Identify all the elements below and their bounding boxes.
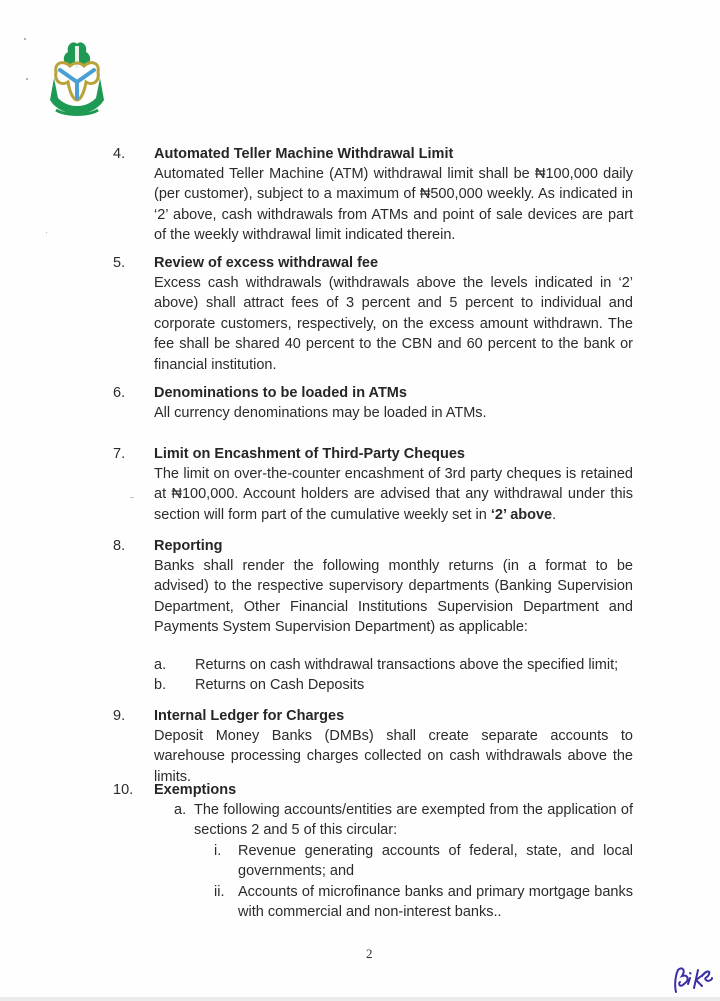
list-label: a.	[154, 656, 167, 673]
list-label: i.	[214, 842, 222, 859]
list-text: Accounts of microfinance banks and primary mortgage banks with commercial and non-interest banks..	[238, 883, 633, 921]
scan-speck	[24, 38, 26, 40]
list-text: The following accounts/entities are exempted from the application of sections 2 and 5 of this circular:	[194, 802, 633, 839]
section-heading: Internal Ledger for Charges	[154, 708, 345, 724]
section-paragraph: Excess cash withdrawals (withdrawals above the levels indicated in ‘2’ above) shall attract fees of 3 percent and 5 percent to individual and corporate customers, respectively, on the excess amount withdrawn. The fee shall be shared 40 percent to the CBN and 60 percent to the bank or financial institution.	[154, 275, 633, 373]
paragraph-text: The limit on over-the-counter encashment of 3rd party cheques is retained at ₦100,000. Account holders are advised that any withdrawal under this section will form part of the cumulative weekly set in	[154, 466, 633, 523]
list-label: a.	[174, 802, 187, 818]
section-heading: Reporting	[154, 538, 223, 554]
section-heading: Limit on Encashment of Third-Party Cheques	[154, 446, 465, 462]
list-item	[214, 841, 633, 882]
section-heading: Automated Teller Machine Withdrawal Limit	[154, 146, 454, 162]
section-number: 8.	[113, 538, 126, 554]
section-number: 9.	[113, 708, 126, 724]
paragraph-text: .	[552, 506, 557, 523]
section-paragraph: Deposit Money Banks (DMBs) shall create separate accounts to warehouse processing charges collected on cash withdrawals above the limits.	[154, 728, 633, 785]
section-paragraph: Banks shall render the following monthly returns (in a format to be advised) to the respective supervisory departments (Banking Supervision Department, Other Financial Institutions Supervision Department and Payments System Supervision Department) as applicable:	[154, 558, 633, 636]
scan-speck	[26, 78, 28, 80]
list-text: Returns on Cash Deposits	[195, 677, 365, 694]
paragraph-bold-reference: ‘2’ above	[490, 506, 553, 523]
list-text: Returns on cash withdrawal transactions above the specified limit;	[195, 656, 619, 673]
handwritten-initials-icon	[670, 962, 714, 998]
list-label: ii.	[214, 883, 225, 900]
scan-speck	[46, 232, 47, 233]
section-number: 7.	[113, 446, 126, 462]
section-number: 6.	[113, 385, 126, 401]
section-heading: Denominations to be loaded in ATMs	[154, 385, 407, 401]
section-number: 4.	[113, 146, 126, 162]
section-paragraph	[154, 464, 633, 525]
section-9	[113, 706, 633, 787]
page-bottom-edge	[0, 997, 720, 1001]
list-label: b.	[154, 677, 167, 694]
section-paragraph: All currency denominations may be loaded in ATMs.	[154, 405, 487, 421]
section-4	[113, 144, 633, 246]
section-heading: Exemptions	[154, 782, 237, 798]
section-6	[113, 383, 633, 423]
cbn-crest-icon	[46, 38, 108, 118]
section-paragraph: Automated Teller Machine (ATM) withdrawal limit shall be ₦100,000 daily (per customer), subject to a maximum of ₦500,000 weekly. As indicated in ‘2’ above, cash withdrawals from ATMs and point of sale devices are part of the weekly withdrawal limit indicated therein.	[154, 166, 633, 244]
section-5	[113, 253, 633, 375]
section-number: 10.	[113, 782, 134, 798]
list-item	[154, 675, 633, 695]
section-number: 5.	[113, 255, 126, 271]
page-number: 2	[366, 946, 373, 961]
list-item	[154, 655, 633, 675]
list-text: Revenue generating accounts of federal, state, and local governments; and	[238, 842, 633, 880]
section-8	[113, 536, 633, 695]
list-item	[214, 882, 633, 923]
exemption-subsection	[174, 800, 633, 922]
section-7	[113, 444, 633, 525]
section-heading: Review of excess withdrawal fee	[154, 255, 379, 271]
section-10	[113, 780, 633, 922]
